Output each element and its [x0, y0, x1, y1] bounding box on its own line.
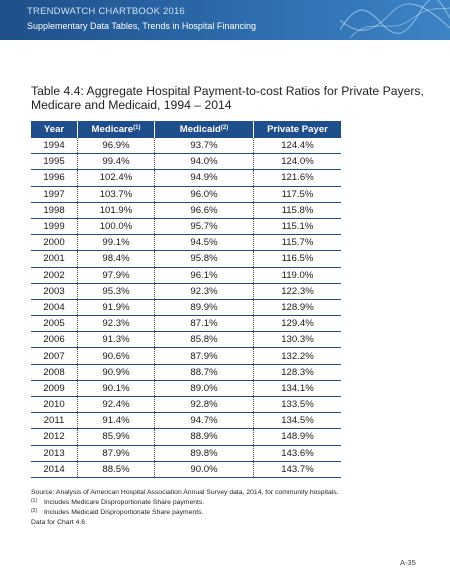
- table-cell: 1999: [31, 218, 78, 234]
- table-cell: 2005: [31, 316, 78, 332]
- table-cell: 95.7%: [155, 218, 254, 234]
- table-cell: 90.6%: [78, 348, 155, 364]
- payment-ratio-table: [31, 121, 341, 478]
- table-cell: 2010: [31, 397, 78, 413]
- table-body: [31, 138, 341, 477]
- table-cell: 143.6%: [254, 445, 342, 461]
- table-cell: 87.9%: [78, 445, 155, 461]
- table-header-row: [31, 121, 341, 138]
- table-cell: 133.5%: [254, 397, 342, 413]
- table-row: [31, 202, 341, 218]
- table-cell: 115.1%: [254, 218, 342, 234]
- table-cell: 95.8%: [155, 251, 254, 267]
- table-title: Table 4.4: Aggregate Hospital Payment-to-cost Ratios for Private Payers, Medicare and Medicaid, 1994 – 2014: [31, 84, 424, 112]
- section-subtitle: Supplementary Data Tables, Trends in Hospital Financing: [27, 21, 256, 31]
- table-cell: 2000: [31, 235, 78, 251]
- table-cell: 97.9%: [78, 267, 155, 283]
- table-cell: 89.0%: [155, 380, 254, 396]
- table-cell: 99.4%: [78, 154, 155, 170]
- table-cell: 101.9%: [78, 202, 155, 218]
- table-cell: 115.7%: [254, 235, 342, 251]
- table-cell: 2001: [31, 251, 78, 267]
- table-cell: 116.5%: [254, 251, 342, 267]
- table-cell: 122.3%: [254, 283, 342, 299]
- table-cell: 96.0%: [155, 186, 254, 202]
- table-cell: 119.0%: [254, 267, 342, 283]
- footnote-1: (1) Includes Medicare Disproportionate Share payments.: [31, 498, 205, 506]
- table-cell: 91.3%: [78, 332, 155, 348]
- table-cell: 96.9%: [78, 138, 155, 154]
- table-cell: 94.0%: [155, 154, 254, 170]
- table-cell: 128.9%: [254, 299, 342, 315]
- table-cell: 2006: [31, 332, 78, 348]
- header-banner: [0, 0, 450, 40]
- table-cell: 148.9%: [254, 429, 342, 445]
- table-cell: 130.3%: [254, 332, 342, 348]
- table-cell: 87.9%: [155, 348, 254, 364]
- table-cell: 92.3%: [155, 283, 254, 299]
- table-row: [31, 251, 341, 267]
- table-row: [31, 316, 341, 332]
- table-cell: 89.8%: [155, 445, 254, 461]
- table-cell: 121.6%: [254, 170, 342, 186]
- table-cell: 124.0%: [254, 154, 342, 170]
- table-cell: 96.6%: [155, 202, 254, 218]
- table-cell: 143.7%: [254, 461, 342, 477]
- table-row: [31, 364, 341, 380]
- table-cell: 2011: [31, 413, 78, 429]
- table-cell: 2013: [31, 445, 78, 461]
- table-cell: 2008: [31, 364, 78, 380]
- footnote-mark: (2): [220, 125, 229, 131]
- table-cell: 85.9%: [78, 429, 155, 445]
- table-cell: 90.1%: [78, 380, 155, 396]
- table-cell: 2003: [31, 283, 78, 299]
- table-cell: 115.8%: [254, 202, 342, 218]
- source-note: Source: Analysis of American Hospital Association Annual Survey data, 2014, for community hospitals.: [31, 489, 339, 496]
- table-cell: 1994: [31, 138, 78, 154]
- table-cell: 134.1%: [254, 380, 342, 396]
- table-cell: 96.1%: [155, 267, 254, 283]
- table-cell: 128.3%: [254, 364, 342, 380]
- table-cell: 92.8%: [155, 397, 254, 413]
- table-row: [31, 235, 341, 251]
- table-cell: 93.7%: [155, 138, 254, 154]
- table-cell: 1997: [31, 186, 78, 202]
- table-row: [31, 445, 341, 461]
- table-cell: 2014: [31, 461, 78, 477]
- table-cell: 2004: [31, 299, 78, 315]
- table-cell: 103.7%: [78, 186, 155, 202]
- chartbook-title: TRENDWATCH CHARTBOOK 2016: [27, 6, 185, 17]
- table-cell: 117.5%: [254, 186, 342, 202]
- table-cell: 2012: [31, 429, 78, 445]
- table-row: [31, 267, 341, 283]
- table-cell: 87.1%: [155, 316, 254, 332]
- table-cell: 102.4%: [78, 170, 155, 186]
- table-row: [31, 218, 341, 234]
- table-row: [31, 397, 341, 413]
- table-cell: 92.3%: [78, 316, 155, 332]
- table-cell: 98.4%: [78, 251, 155, 267]
- table-row: [31, 461, 341, 477]
- table-cell: 88.7%: [155, 364, 254, 380]
- table-cell: 99.1%: [78, 235, 155, 251]
- table-row: [31, 332, 341, 348]
- column-header-medicaid: Medicaid$^{(2)}$: [155, 121, 254, 138]
- page-number: A-35: [400, 558, 416, 567]
- table-cell: 85.8%: [155, 332, 254, 348]
- table-cell: 91.4%: [78, 413, 155, 429]
- table-cell: 94.7%: [155, 413, 254, 429]
- table-row: [31, 154, 341, 170]
- data-for-note: Data for Chart 4.6: [31, 519, 86, 526]
- table-row: [31, 299, 341, 315]
- table-cell: 89.9%: [155, 299, 254, 315]
- table-cell: 90.0%: [155, 461, 254, 477]
- footnote-mark: (1): [133, 125, 141, 131]
- table-row: [31, 186, 341, 202]
- table-cell: 88.5%: [78, 461, 155, 477]
- wave-decoration-icon: [340, 0, 450, 40]
- table-cell: 129.4%: [254, 316, 342, 332]
- table-cell: 92.4%: [78, 397, 155, 413]
- column-header-year: Year: [31, 121, 78, 138]
- table-row: [31, 138, 341, 154]
- table-cell: 95.3%: [78, 283, 155, 299]
- table-cell: 132.2%: [254, 348, 342, 364]
- table-cell: 1996: [31, 170, 78, 186]
- table-row: [31, 170, 341, 186]
- table-row: [31, 429, 341, 445]
- table-cell: 1998: [31, 202, 78, 218]
- table-cell: 88.9%: [155, 429, 254, 445]
- table-cell: 2009: [31, 380, 78, 396]
- table-cell: 90.9%: [78, 364, 155, 380]
- table-cell: 134.5%: [254, 413, 342, 429]
- column-header-private-payer: Private Payer: [254, 121, 342, 138]
- table-cell: 124.4%: [254, 138, 342, 154]
- table-cell: 94.9%: [155, 170, 254, 186]
- table-cell: 1995: [31, 154, 78, 170]
- table-cell: 2007: [31, 348, 78, 364]
- column-header-medicare: Medicare$^{(1)}$: [78, 121, 155, 138]
- table-cell: 2002: [31, 267, 78, 283]
- table-row: [31, 380, 341, 396]
- table-row: [31, 348, 341, 364]
- footnote-2: (2) Includes Medicaid Disproportionate Share payments.: [31, 508, 204, 516]
- table-row: [31, 283, 341, 299]
- table-cell: 91.9%: [78, 299, 155, 315]
- table-cell: 94.5%: [155, 235, 254, 251]
- table-notes: [31, 488, 339, 517]
- table-cell: 100.0%: [78, 218, 155, 234]
- table-row: [31, 413, 341, 429]
